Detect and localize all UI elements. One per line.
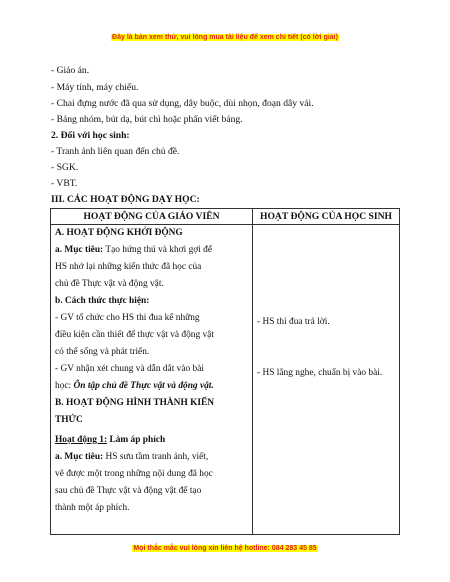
material-item: - Bảng nhóm, bút dạ, bút chì hoặc phấn viết bảng. [51, 114, 243, 125]
goal-text: Tạo hứng thú và khơi gợi để [105, 245, 213, 255]
gv-line: - GV nhận xét chung và dẫn dắt vào bài [55, 364, 205, 374]
activity-table [50, 208, 400, 535]
gv-line: điều kiện cần thiết để thực vật và động vật [55, 330, 214, 340]
goal-label: a. Mục tiêu: [55, 245, 104, 255]
material-item: - Giáo án. [51, 65, 90, 76]
goal-label: a. Mục tiêu: [55, 452, 104, 462]
hs-line: - HS lắng nghe, chuẩn bị vào bài. [257, 368, 383, 378]
activity-1-heading [55, 434, 165, 446]
header-student: HOẠT ĐỘNG CỦA HỌC SINH [253, 209, 400, 225]
goal-line [55, 244, 212, 256]
gv-line [55, 380, 214, 392]
goal-line: HS nhớ lại những kiến thức đã học của [55, 262, 202, 272]
students-heading: 2. Đối với học sinh: [51, 130, 130, 141]
section-b-title: THỨC [55, 415, 83, 425]
activity-1-label: Hoạt động 1: [55, 435, 108, 445]
activity-1-title: Làm áp phích [109, 435, 166, 445]
gv-line-prefix: học: [55, 381, 72, 391]
goal-line [55, 451, 208, 463]
preview-banner [0, 26, 450, 44]
goal-text: HS sưu tầm tranh ảnh, viết, [105, 452, 209, 462]
section-a-title: A. HOẠT ĐỘNG KHỞI ĐỘNG [55, 228, 183, 238]
hotline-banner [0, 537, 450, 555]
section-heading: III. CÁC HOẠT ĐỘNG DẠY HỌC: [51, 194, 200, 205]
preview-banner-text: Đây là bản xem thử, vui lòng mua tài liệu để xem chi tiết (có lời giải) [112, 34, 338, 41]
student-item: - Tranh ảnh liên quan đến chủ đề. [51, 146, 180, 157]
material-item: - Máy tính, máy chiếu. [51, 82, 139, 93]
goal-line: thành một áp phích. [55, 503, 130, 513]
student-activities-cell [253, 225, 400, 535]
lesson-title: Ôn tập chủ đề Thực vật và động vật. [73, 381, 214, 391]
student-item: - SGK. [51, 162, 79, 173]
goal-line: vẽ được một trong những nội dung đã học [55, 469, 213, 479]
gv-line: có thể sống và phát triển. [55, 347, 150, 357]
goal-line: chủ đề Thực vật và động vật. [55, 279, 164, 289]
teacher-activities-cell [51, 225, 253, 535]
hs-line: - HS thi đua trả lời. [257, 317, 330, 327]
material-item: - Chai đựng nước đã qua sử dụng, dây buộc, dùi nhọn, đoạn dây vải. [51, 98, 314, 109]
hotline-banner-text: Mọi thắc mắc vui lòng xin liên hệ hotline: 084 283 45 85 [133, 545, 317, 552]
section-b-title: B. HOẠT ĐỘNG HÌNH THÀNH KIẾN [55, 398, 215, 408]
method-label: b. Cách thức thực hiện: [55, 296, 150, 306]
header-teacher: HOẠT ĐỘNG CỦA GIÁO VIÊN [51, 209, 253, 225]
gv-line: - GV tổ chức cho HS thi đua kể những [55, 313, 200, 323]
student-item: - VBT. [51, 178, 78, 189]
goal-line: sau chủ đề Thực vật và động vật để tạo [55, 486, 202, 496]
